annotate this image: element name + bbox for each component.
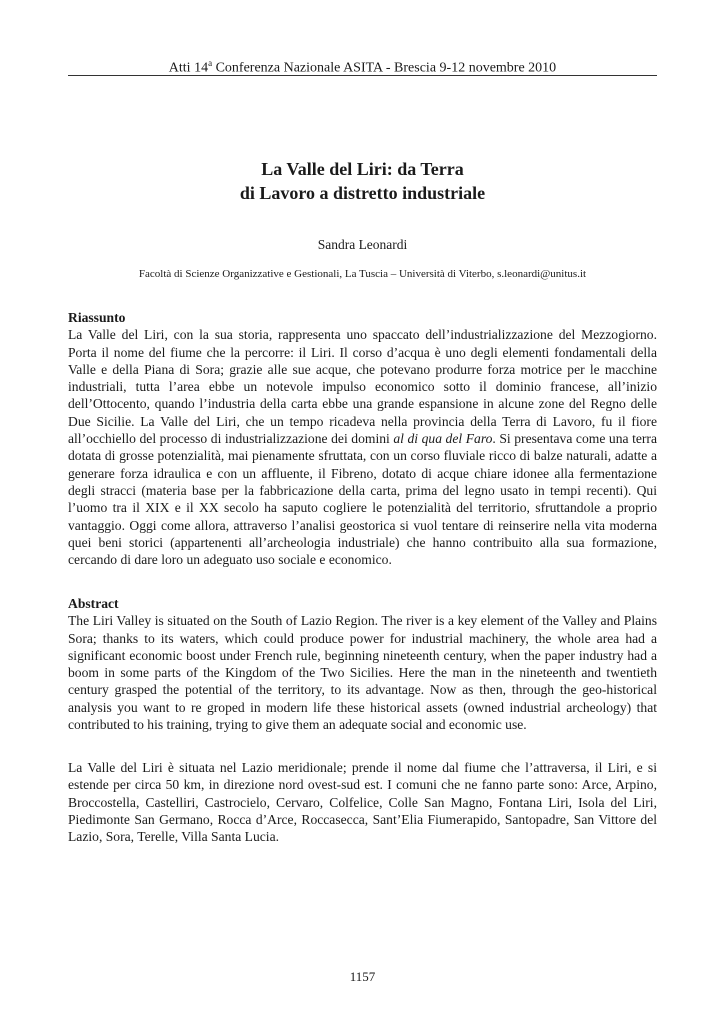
title-line-1: La Valle del Liri: da Terra xyxy=(261,159,464,179)
riassunto-text-part-1: La Valle del Liri, con la sua storia, rappresenta uno spaccato dell’industrializzazione del Mezzogiorno. Porta il nome del fiume che la percorre: il Liri. Il corso d’acqua è uno degli elementi fondamentali della Valle e della Piana di Sora; grazie alle sue acque, che potevano produrre forza motrice per le macchine industriali, tutta l’area ebbe un notevole impulso economico sotto il dominio francese, all’inizio dell’Ottocento, quando l’industria della carta ebbe una grande espansione in alcune zone del Regno delle Due Sicilie. La Valle del Liri, che un tempo ricadeva nella provincia della Terra di Lavoro, fu il fiore all’occhiello del processo di industrializzazione dei domini xyxy=(68,327,657,447)
title-line-2: di Lavoro a distretto industriale xyxy=(239,183,486,203)
abstract-paragraph: The Liri Valley is situated on the South of Lazio Region. The river is a key element of the Valley and Plains Sora; thanks to its waters, which could produce power for industrial machinery, the whole area had a significant economic boost under French rule, beginning nineteenth century, when the paper industry had a boom in some parts of the Kingdom of the Two Sicilies. Here the man in the nineteenth and twentieth century grasped the potential of the territory, to its advantage. Now as then, through the geo-historical analysis you want to re groped in modern life these historical assets (owned industrial archeology) that contributed to his training, trying to give them an adequate social and economic use. xyxy=(68,613,657,733)
header-divider xyxy=(68,75,657,76)
paper-title xyxy=(68,157,657,205)
conference-ordinal-superscript: a xyxy=(208,58,213,68)
conference-prefix: Atti 14 xyxy=(168,60,209,76)
conference-suffix: Conferenza Nazionale ASITA - Brescia 9-12 novembre 2010 xyxy=(212,60,557,76)
intro-paragraph: La Valle del Liri è situata nel Lazio meridionale; prende il nome dal fiume che l’attraversa, il Liri, e si estende per circa 50 km, in direzione nord ovest-sud est. I comuni che ne fanno parte sono: Arce, Arpino, Broccostella, Castelliri, Castrocielo, Cervaro, Colfelice, Colle San Magno, Fontana Liri, Isola del Liri, Piedimonte San Germano, Rocca d’Arce, Roccasecca, Sant’Elia Fiumerapido, Santopadre, San Vittore del Lazio, Sora, Terelle, Villa Santa Lucia. xyxy=(68,760,657,845)
abstract-heading: Abstract xyxy=(68,596,119,611)
riassunto-paragraph xyxy=(68,326,657,568)
riassunto-section xyxy=(68,309,657,568)
riassunto-heading: Riassunto xyxy=(68,310,126,325)
author-name: Sandra Leonardi xyxy=(317,237,408,252)
riassunto-text-part-2: . Si presentava come una terra dotata di grosse potenzialità, mai pienamente sfruttata, con un corso fluviale ricco di balze naturali, adatte a generare forza idraulica e con un affluente, il Fibreno, dotato di acque chiare idonee alla fermentazione degli stracci (materia base per la fabbricazione della carta, prima del legno usato in tempi recenti). Qui l’uomo tra il XIX e il XX secolo ha saputo cogliere le potenzialità del territorio, sfruttandole a proprio vantaggio. Oggi come allora, attraverso l’analisi geostorica si vuol tentare di reinserire nella vita moderna quei beni storici (appartenenti all’archeologia industriale) che hanno contribuito alla sua formazione, cercando di dare loro un adeguato uso sociale e economico. xyxy=(68,431,657,568)
author-affiliation: Facoltà di Scienze Organizzative e Gestionali, La Tuscia – Università di Viterbo, s.leonardi@unitus.it xyxy=(138,268,587,280)
abstract-section xyxy=(68,595,657,733)
intro-section xyxy=(68,759,657,845)
page-number: 1157 xyxy=(349,969,376,984)
riassunto-italic-phrase: al di qua del Faro xyxy=(393,431,493,447)
